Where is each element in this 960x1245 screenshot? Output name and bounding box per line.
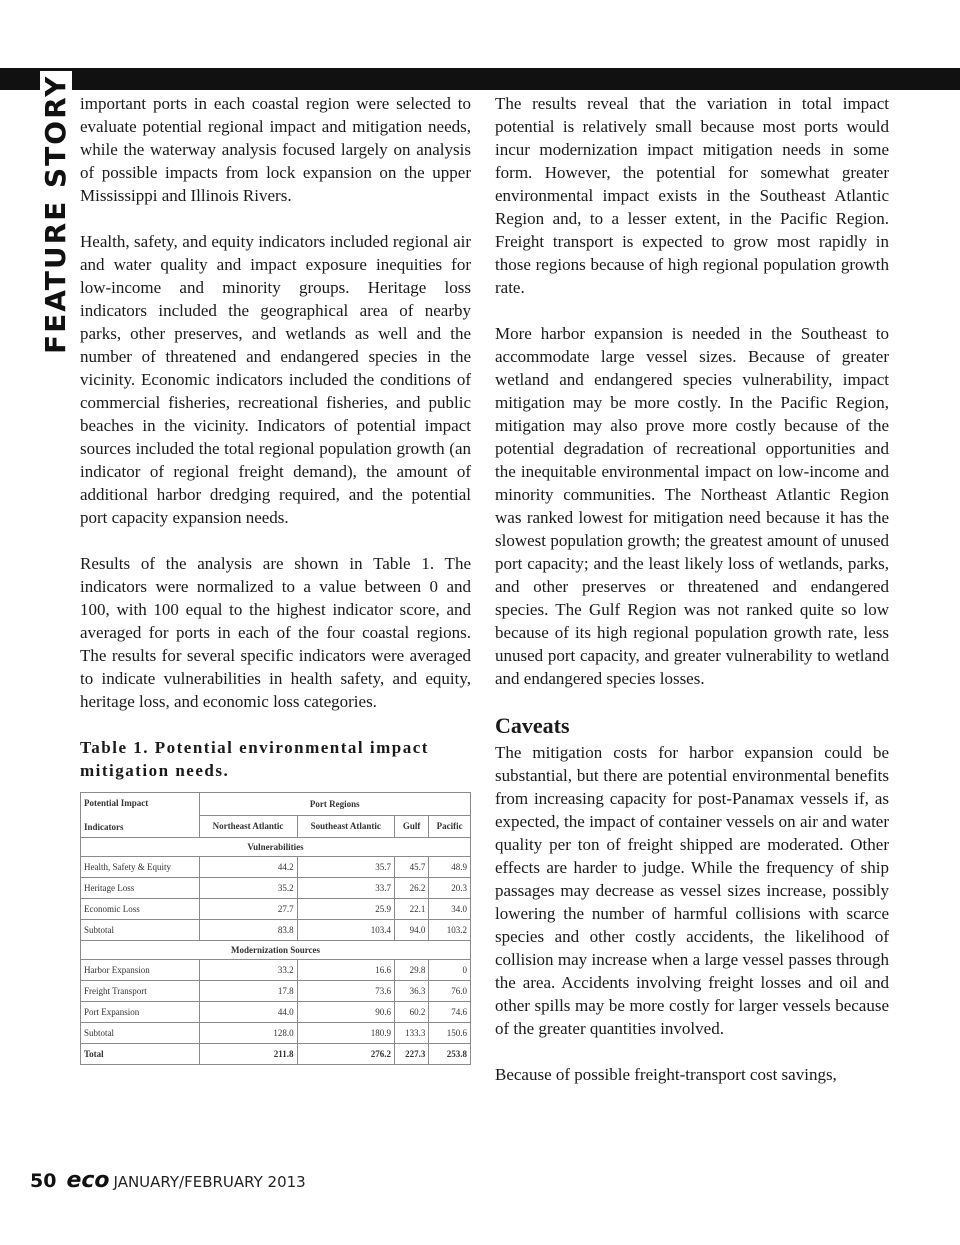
column-header: Northeast Atlantic <box>199 815 297 838</box>
table-row: Freight Transport 17.8 73.6 36.3 76.0 <box>81 981 471 1002</box>
column-header: Southeast Atlantic <box>297 815 394 838</box>
table-row: Harbor Expansion 33.2 16.6 29.8 0 <box>81 960 471 981</box>
column-header: Gulf <box>395 815 429 838</box>
paragraph: Because of possible freight-transport cost savings, <box>495 1065 837 1084</box>
paragraph: The mitigation costs for harbor expansion could be substantial, but there are potential environmental benefits from increasing capacity for post-Panamax vessels if, as expected, the impact of container vessels on air and water quality per ton of freight shipped are moderated. Other effects are harder to judge. While the frequency of ship passages may decrease as vessel sizes increase, possibly lowering the number of harmful collisions with scarce species and other costly accidents, the likelihood of collision may increase when a large vessel passes through the area. Accidents involving freight losses and oil and other spills may be more costly for larger vessels because of the greater quantities involved. <box>495 743 889 1038</box>
table-row-subtotal: Subtotal 128.0 180.9 133.3 150.6 <box>81 1023 471 1044</box>
table-row: Economic Loss 27.7 25.9 22.1 34.0 <box>81 899 471 920</box>
port-regions-header: Port Regions <box>199 793 470 816</box>
column-header: Pacific <box>429 815 471 838</box>
page-number: 50 <box>30 1170 57 1192</box>
section-label: FEATURE STORY <box>40 71 72 358</box>
section-modernization: Modernization Sources <box>81 941 471 960</box>
table-row: Port Expansion 44.0 90.6 60.2 74.6 <box>81 1002 471 1023</box>
paragraph: The results reveal that the variation in total impact potential is relatively small because most ports would incur modernization impact mitigation needs in some form. However, the potential for somewhat greater environmental impact exists in the Southeast Atlantic Region and, to a lesser extent, in the Pacific Region. Freight transport is expected to grow most rapidly in those regions because of high regional population growth rate. <box>495 94 889 297</box>
issue-date: JANUARY/FEBRUARY 2013 <box>113 1173 306 1191</box>
table-title: Table 1. Potential environmental impact mitigation needs. <box>80 738 429 780</box>
magazine-logo: eco <box>66 1168 110 1193</box>
table-row-total: Total 211.8 276.2 227.3 253.8 <box>81 1044 471 1065</box>
paragraph: More harbor expansion is needed in the Southeast to accommodate large vessel sizes. Because of greater wetland and endangered species vulnerability, impact mitigation may be more costly. In the Pacific Region, mitigation may also prove more costly because of the potential degradation of recreational opportunities and the inequitable environmental impact on low-income and minority communities. The Northeast Atlantic Region was ranked lowest for mitigation need because it has the slowest population growth; the greatest amount of unused port capacity; and the least likely loss of wetlands, parks, and other preserves or threatened and endangered species. The Gulf Region was not ranked quite so low because of its high regional population growth rate, less unused port capacity, and greater vulnerability to wetland and endangered species losses. <box>495 324 889 688</box>
table-indicator-header: Potential Impact Indicators <box>81 793 200 838</box>
left-column <box>80 92 471 1065</box>
right-column <box>495 92 889 1109</box>
paragraph: important ports in each coastal region were selected to evaluate potential regional impact and mitigation needs, while the waterway analysis focused largely on analysis of possible impacts from lock expansion on the upper Mississippi and Illinois Rivers. <box>80 94 471 205</box>
caveats-heading: Caveats <box>495 713 570 738</box>
mitigation-table <box>80 792 471 1065</box>
paragraph: Health, safety, and equity indicators included regional air and water quality and impact exposure inequities for low-income and minority groups. Heritage loss indicators included the geographical area of nearby parks, other preserves, and wetlands as well and the number of threatened and endangered species in the vicinity. Economic indicators included the conditions of commercial fisheries, recreational fisheries, and public beaches in the vicinity. Indicators of potential impact sources included the total regional population growth (an indicator of regional freight demand), the amount of additional harbor dredging required, and the potential port capacity expansion needs. <box>80 232 471 527</box>
table-row-subtotal: Subtotal 83.8 103.4 94.0 103.2 <box>81 920 471 941</box>
table-row: Health, Safety & Equity 44.2 35.7 45.7 48.9 <box>81 857 471 878</box>
paragraph: Results of the analysis are shown in Table 1. The indicators were normalized to a value between 0 and 100, with 100 equal to the highest indicator score, and averaged for ports in each of the four coastal regions. The results for several specific indicators were averaged to indicate vulnerabilities in health safety, and equity, heritage loss, and economic loss categories. <box>80 554 471 711</box>
header-bar <box>0 68 960 90</box>
section-vulnerabilities: Vulnerabilities <box>81 838 471 857</box>
table-row: Heritage Loss 35.2 33.7 26.2 20.3 <box>81 878 471 899</box>
page-footer <box>30 1168 306 1193</box>
